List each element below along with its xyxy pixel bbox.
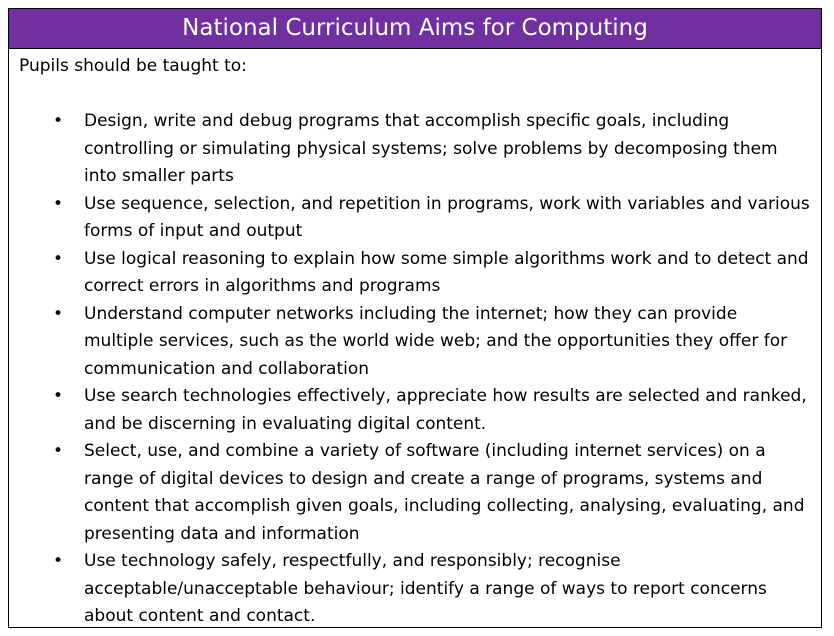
bullet-icon: • — [52, 441, 64, 461]
bullet-icon: • — [52, 111, 64, 131]
aims-list — [19, 108, 811, 631]
aim-item-5 — [19, 383, 811, 438]
spacer — [19, 81, 811, 109]
bullet-icon: • — [52, 248, 64, 269]
aim-item-3 — [19, 246, 811, 301]
aim-item-7 — [19, 548, 811, 631]
aim-item-2 — [19, 191, 811, 246]
content-area — [9, 49, 821, 631]
aim-text: Use search technologies effectively, appreciate how results are selected and ranked, and be discerning in evaluating digital content. — [84, 386, 807, 434]
aim-item-4 — [19, 301, 811, 384]
aim-text: Understand computer networks including the internet; how they can provide multiple services, such as the world wide web; and the opportunities they offer for communication and collaboration — [84, 303, 788, 379]
aim-text: Use sequence, selection, and repetition in programs, work with variables and various forms of input and output — [84, 193, 810, 241]
curriculum-box — [8, 8, 822, 628]
aim-text: Select, use, and combine a variety of software (including internet services) on a range of digital devices to design and create a range of programs, systems and content that accomplish given goals, including collecting, analysing, evaluating, and presenting data and information — [84, 441, 805, 544]
header-bar — [9, 9, 821, 49]
bullet-icon: • — [52, 303, 64, 324]
bullet-icon: • — [52, 193, 64, 214]
aim-item-6 — [19, 438, 811, 548]
bullet-icon: • — [52, 551, 64, 571]
aim-text: Use technology safely, respectfully, and responsibly; recognise acceptable/unacceptable behaviour; identify a range of ways to report concerns about content and contact. — [84, 551, 767, 626]
aim-item-1 — [19, 108, 811, 191]
aim-text: Design, write and debug programs that accomplish specific goals, including controlling or simulating physical systems; solve problems by decomposing them into smaller parts — [84, 111, 778, 186]
page-title: National Curriculum Aims for Computing — [182, 15, 648, 41]
intro-text: Pupils should be taught to: — [19, 56, 247, 76]
aim-text: Use logical reasoning to explain how some simple algorithms work and to detect and correct errors in algorithms and programs — [84, 248, 809, 296]
bullet-icon: • — [52, 386, 64, 406]
